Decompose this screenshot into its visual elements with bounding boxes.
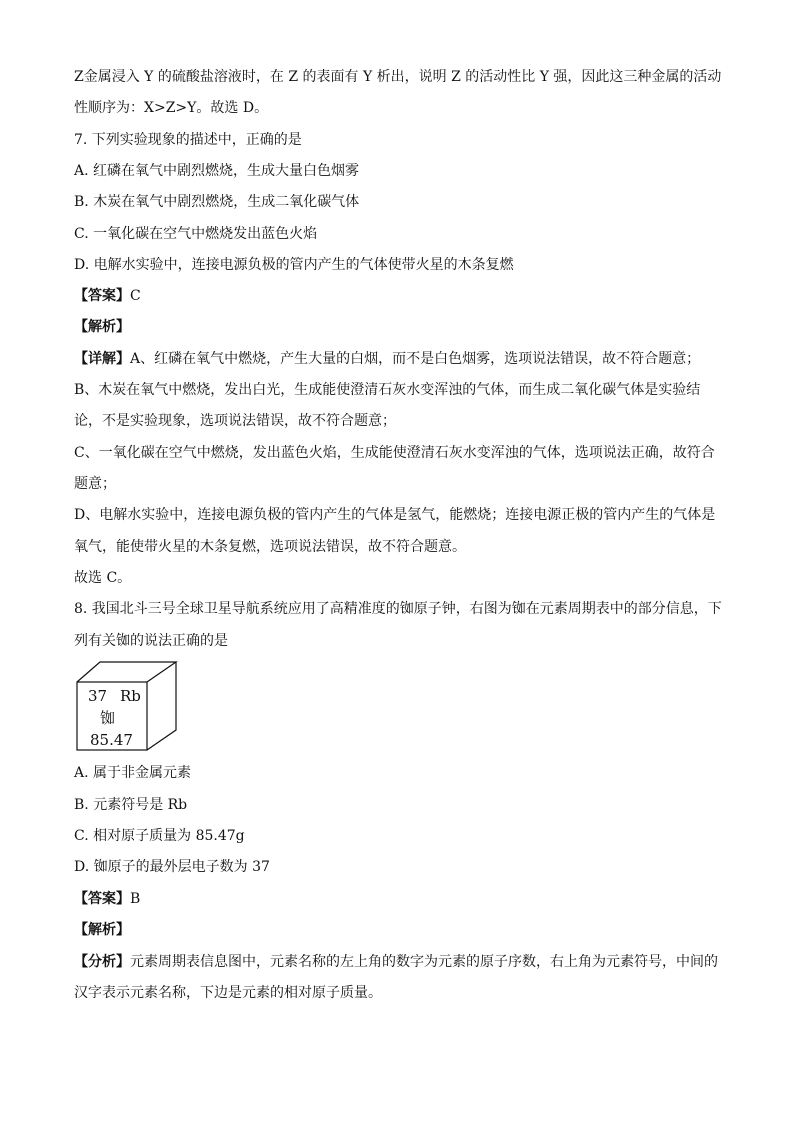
question-7-stem: 7. 下列实验现象的描述中，正确的是 bbox=[74, 132, 302, 148]
question-8-stem: 8. 我国北斗三号全球卫星导航系统应用了高精准度的铷原子钟，右图为铷在元素周期表中的部分信息，下 bbox=[74, 601, 722, 617]
answer-label: 【答案】 bbox=[74, 891, 130, 907]
option-d: D. 电解水实验中，连接电源负极的管内产生的气体使带火星的木条复燃 bbox=[74, 257, 514, 273]
element-symbol: Rb bbox=[120, 687, 141, 705]
option-c: C. 相对原子质量为 85.47g bbox=[74, 828, 245, 844]
detail-label: 【详解】 bbox=[74, 351, 130, 367]
option-b: B. 木炭在氧气中剧烈燃烧，生成二氧化碳气体 bbox=[74, 194, 360, 210]
answer-line bbox=[74, 287, 724, 305]
option-d: D. 铷原子的最外层电子数为 37 bbox=[74, 859, 270, 875]
option-c: C. 一氧化碳在空气中燃烧发出蓝色火焰 bbox=[74, 226, 318, 242]
analysis-label: 【解析】 bbox=[74, 319, 130, 335]
answer-value: B bbox=[130, 891, 141, 907]
text-line: 论，不是实验现象，选项说法错误，故不符合题意； bbox=[74, 413, 396, 429]
element-cube bbox=[72, 660, 184, 754]
text-line: 汉字表示元素名称，下边是元素的相对原子质量。 bbox=[74, 985, 382, 1001]
option-b: B. 元素符号是 Rb bbox=[74, 797, 188, 813]
answer-value: C bbox=[130, 288, 141, 304]
analysis-label: 【解析】 bbox=[74, 922, 130, 938]
text-line: 氧气，能使带火星的木条复燃，选项说法错误，故不符合题意。 bbox=[74, 539, 466, 555]
text-line: 题意； bbox=[74, 476, 116, 492]
fenxi-line: 【分析】元素周期表信息图中，元素名称的左上角的数字为元素的原子序数，右上角为元素符号，中间的 bbox=[74, 954, 718, 970]
text-line: B、木炭在氧气中燃烧，发出白光，生成能使澄清石灰水变浑浊的气体，而生成二氧化碳气体是实验结 bbox=[74, 382, 701, 398]
atomic-number: 37 bbox=[88, 687, 108, 705]
answer-label: 【答案】 bbox=[74, 288, 130, 304]
option-a: A. 红磷在氧气中剧烈燃烧，生成大量白色烟雾 bbox=[74, 163, 360, 179]
text-line: 列有关铷的说法正确的是 bbox=[74, 633, 228, 649]
text-line: C、一氧化碳在空气中燃烧，发出蓝色火焰，生成能使澄清石灰水变浑浊的气体，选项说法正确，故符合 bbox=[74, 445, 715, 461]
answer-line bbox=[74, 890, 724, 908]
text-line: Z金属浸入 Y 的硫酸盐溶液时，在 Z 的表面有 Y 析出，说明 Z 的活动性比 Y 强，因此这三种金属的活动 bbox=[74, 69, 722, 85]
text-line: 性顺序为：X>Z>Y。故选 D。 bbox=[74, 100, 269, 116]
atomic-mass: 85.47 bbox=[90, 731, 133, 749]
fenxi-label: 【分析】 bbox=[74, 954, 130, 970]
detail-line: 【详解】A、红磷在氧气中燃烧，产生大量的白烟，而不是白色烟雾，选项说法错误，故不符合题意； bbox=[74, 351, 701, 367]
text-line: D、电解水实验中，连接电源负极的管内产生的气体是氢气，能燃烧；连接电源正极的管内产生的气体是 bbox=[74, 507, 716, 523]
element-name: 铷 bbox=[100, 709, 116, 727]
text-line: 故选 C。 bbox=[74, 570, 132, 586]
option-a: A. 属于非金属元素 bbox=[74, 765, 192, 781]
